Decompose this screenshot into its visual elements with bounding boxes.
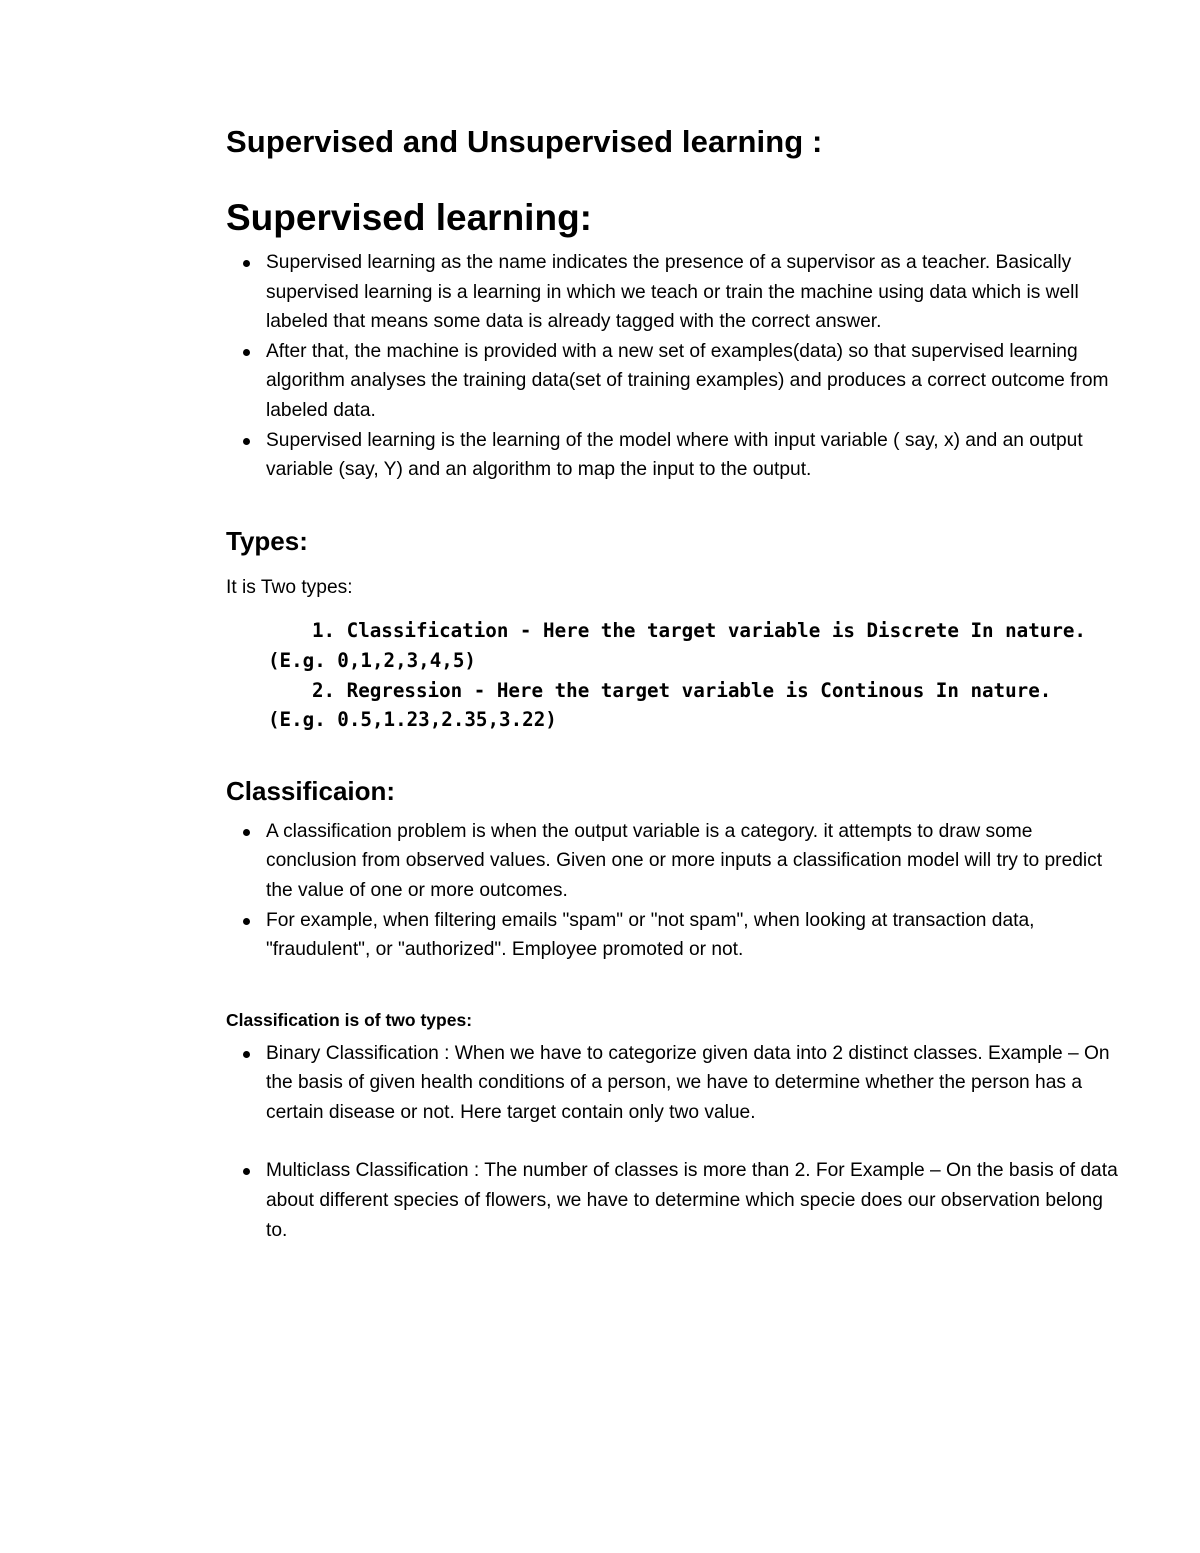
list-item-text: For example, when filtering emails "spam" or "not spam", when looking at transaction data, "fraudulent", or "authorized". Employee promoted or not. <box>266 909 1035 961</box>
list-item-text: Supervised learning as the name indicates the presence of a supervisor as a teacher. Basically supervised learning is a learning in which we teach or train the machine using data which is well labeled that means some data is already tagged with the correct answer. <box>266 252 1079 333</box>
list-item-text: Supervised learning is the learning of the model where with input variable ( say, x) and an output variable (say, Y) and an algorithm to map the input to the output. <box>266 429 1083 481</box>
list-item <box>266 248 1126 337</box>
classification-types-list <box>226 1039 1126 1246</box>
list-item <box>266 906 1126 965</box>
bullet-icon <box>243 349 250 356</box>
types-heading: Types: <box>226 525 308 556</box>
classification-bullet-list <box>226 817 1126 965</box>
classification-types-heading: Classification is of two types: <box>226 1009 473 1030</box>
list-item <box>266 1156 1126 1245</box>
classification-heading: Classificaion: <box>226 775 396 806</box>
list-item-text: Binary Classification : When we have to categorize given data into 2 distinct classes. Example – On the basis of given health conditions of a person, we have to determine whether the person has a certain disease or not. Here target contain only two value. <box>266 1042 1110 1123</box>
bullet-icon <box>243 260 250 267</box>
bullet-icon <box>243 1168 250 1175</box>
bullet-icon <box>243 1051 250 1058</box>
list-item <box>266 337 1126 426</box>
list-item <box>266 426 1126 485</box>
document-title: Supervised and Unsupervised learning : <box>226 124 823 159</box>
types-intro: It is Two types: <box>226 576 353 598</box>
list-item-text: After that, the machine is provided with a new set of examples(data) so that supervised learning algorithm analyses the training data(set of training examples) and produces a correct outcome from labeled data. <box>266 340 1109 421</box>
list-item-text: A classification problem is when the output variable is a category. it attempts to draw some conclusion from observed values. Given one or more inputs a classification model will try to predict the value of one or more outcomes. <box>266 820 1103 901</box>
supervised-bullet-list <box>226 248 1126 485</box>
list-item-text: Multiclass Classification : The number of classes is more than 2. For Example – On the basis of data about different species of flowers, we have to determine which specie does our observation belong to. <box>266 1160 1118 1241</box>
bullet-icon <box>243 829 250 836</box>
list-item <box>266 817 1126 906</box>
supervised-learning-heading: Supervised learning: <box>226 197 592 238</box>
document-page <box>226 120 1126 1245</box>
types-code-block <box>268 616 1098 734</box>
list-item <box>266 1039 1126 1128</box>
bullet-icon <box>243 918 250 925</box>
type-item-regression: 2. Regression - Here the target variable is Continous In nature. (E.g. 0.5,1.23,2.35,3.22) <box>268 678 1052 732</box>
type-item-classification: 1. Classification - Here the target variable is Discrete In nature. (E.g. 0,1,2,3,4,5) <box>268 619 1086 672</box>
bullet-icon <box>243 438 250 445</box>
